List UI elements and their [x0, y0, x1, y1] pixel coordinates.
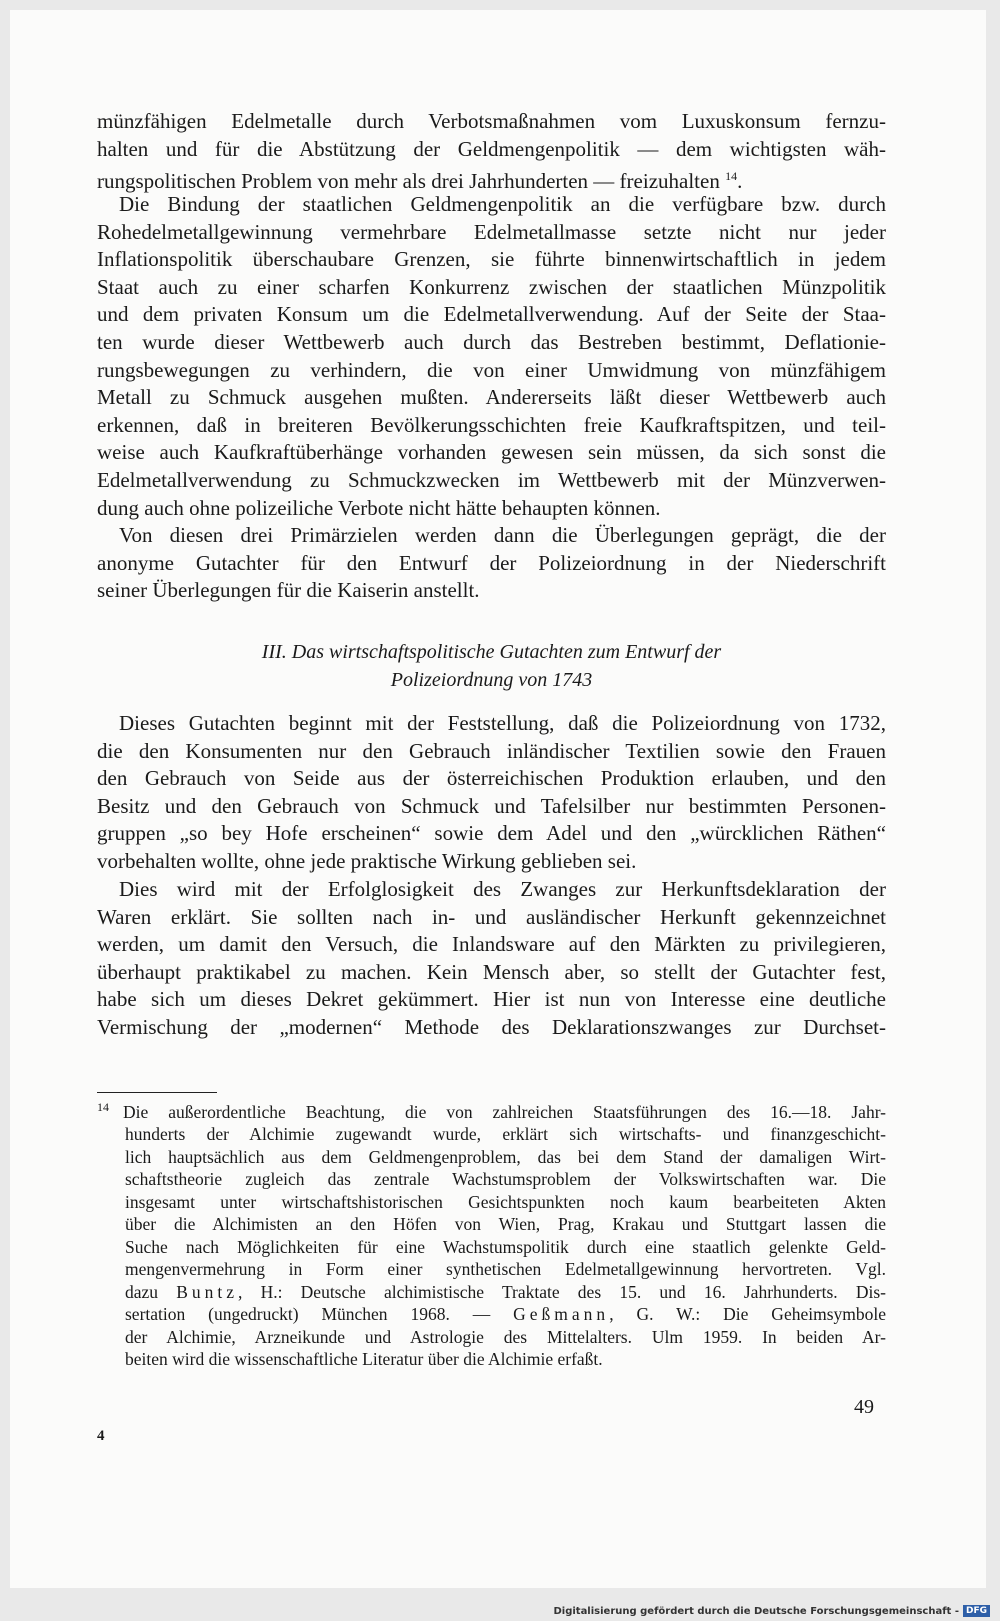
author-name: Buntz — [176, 1281, 239, 1302]
footnote-line: dazu Buntz, H.: Deutsche alchimistische Traktate des 15. und 16. Jahrhunderts. Dis- — [125, 1281, 886, 1302]
heading-line: III. Das wirtschaftspolitische Gutachten zum Entwurf der — [261, 641, 722, 663]
text-line: seiner Überlegungen für die Kaiserin anstellt. — [97, 578, 480, 603]
paragraph-4 — [97, 710, 886, 876]
text-line: dung auch ohne polizeiliche Verbote nicht hätte behaupten können. — [97, 495, 661, 520]
text-line: anonyme Gutachter für den Entwurf der Polizeiordnung in der Niederschrift — [97, 550, 886, 575]
text-line: gruppen „so bey Hofe erscheinen“ sowie dem Adel und den „würcklichen Räthen“ — [97, 821, 886, 846]
text-line: Vermischung der „modernen“ Methode des Deklarationszwanges zur Durchset- — [97, 1014, 886, 1039]
text-line: Edelmetallverwendung zu Schmuckzwecken im Wettbewerb mit der Münzverwen- — [97, 467, 886, 492]
text-line: Die Bindung der staatlichen Geldmengenpolitik an die verfügbare bzw. durch — [119, 192, 886, 216]
text-line: überhaupt praktikabel zu machen. Kein Mensch aber, so stellt der Gutachter fest, — [97, 959, 886, 984]
footnote — [97, 1096, 886, 1371]
section-heading — [97, 638, 886, 694]
text-line: Waren erklärt. Sie sollten nach in- und ausländischer Herkunft gekennzeichnet — [97, 904, 886, 929]
text-line: rungspolitischen Problem von mehr als drei Jahrhunderten — freizuhalten $^{14}$. — [97, 169, 743, 194]
paragraph-3 — [97, 522, 886, 605]
text-line: halten und für die Abstützung der Geldmengenpolitik — dem wichtigsten wäh- — [97, 136, 886, 161]
footnote-line: beiten wird die wissenschaftliche Literatur über die Alchimie erfaßt. — [125, 1349, 603, 1370]
heading-line: Polizeiordnung von 1743 — [390, 669, 593, 691]
text-line: und dem privaten Konsum um die Edelmetallverwendung. Auf der Seite der Staa- — [97, 302, 886, 327]
text-line: werden, um damit den Versuch, die Inlandsware auf den Märkten zu privilegieren, — [97, 932, 886, 957]
text-line: den Gebrauch von Seide aus der österreichischen Produktion erlauben, und den — [97, 766, 886, 791]
footnote-line: schaftstheorie zugleich das zentrale Wachstumsproblem der Volkswirtschaften war. Die — [125, 1169, 886, 1190]
text-line: Inflationspolitik überschaubare Grenzen, sie führte binnenwirtschaftlich in jedem — [97, 247, 886, 272]
paragraph-1 — [97, 108, 886, 196]
footnote-divider — [97, 1092, 217, 1093]
text-line: weise auch Kaufkraftüberhänge vorhanden gewesen sein müssen, da sich sonst die — [97, 440, 886, 465]
footnote-line: $^{14}$ Die außerordentliche Beachtung, die von zahlreichen Staatsführungen des 16.—18. Jahr- — [97, 1100, 886, 1122]
paragraph-2 — [97, 191, 886, 522]
footnote-number: 14 — [97, 1100, 109, 1114]
text-line: vorbehalten wollte, ohne jede praktische Wirkung geblieben sei. — [97, 848, 637, 873]
digitization-footer — [553, 1605, 990, 1617]
footnote-line: lich hauptsächlich aus dem Geldmengenproblem, das bei dem Stand der damaligen Wirt- — [125, 1146, 886, 1167]
footnote-line: insgesamt unter wirtschaftshistorischen Gesichtspunkten noch kaum bearbeiteten Akten — [125, 1191, 886, 1212]
text-line: habe sich um dieses Dekret gekümmert. Hier ist nun von Interesse eine deutliche — [97, 987, 886, 1012]
author-name: Geßmann — [513, 1304, 610, 1325]
signature-mark: 4 — [97, 1428, 105, 1444]
text-line: ten wurde dieser Wettbewerb auch durch das Bestreben bestimmt, Deflationie- — [97, 329, 886, 354]
text-line: rungsbewegungen zu verhindern, die von einer Umwidmung von münzfähigem — [97, 357, 886, 382]
footnote-line: hunderts der Alchimie zugewandt wurde, erklärt sich wirtschafts- und finanzgeschicht- — [125, 1124, 886, 1145]
text-line: münzfähigen Edelmetalle durch Verbotsmaßnahmen vom Luxuskonsum fernzu- — [97, 109, 886, 133]
text-line: Von diesen drei Primärzielen werden dann die Überlegungen geprägt, die der — [119, 523, 886, 547]
dfg-logo-icon: DFG — [963, 1605, 990, 1617]
footnote-reference: 14 — [725, 169, 738, 184]
footnote-line: sertation (ungedruckt) München 1968. — Geßmann, G. W.: Die Geheimsymbole — [125, 1304, 886, 1325]
text-line: Rohedelmetallgewinnung vermehrbare Edelmetallmasse setzte nicht nur jeder — [97, 219, 886, 244]
text-line: die den Konsumenten nur den Gebrauch inländischer Textilien sowie den Frauen — [97, 738, 886, 763]
footnote-line: der Alchimie, Arzneikunde und Astrologie des Mittelalters. Ulm 1959. In beiden Ar- — [125, 1326, 886, 1347]
document-page — [10, 10, 986, 1588]
footer-text: Digitalisierung gefördert durch die Deutsche Forschungsgemeinschaft - — [553, 1605, 959, 1617]
text-line: Dieses Gutachten beginnt mit der Feststellung, daß die Polizeiordnung von 1732, — [119, 711, 886, 735]
text-line: Metall zu Schmuck ausgehen mußten. Andererseits läßt dieser Wettbewerb auch — [97, 385, 886, 410]
text-line: erkennen, daß in breiteren Bevölkerungsschichten freie Kaufkraftspitzen, und teil- — [97, 412, 886, 437]
text-line: Dies wird mit der Erfolglosigkeit des Zwanges zur Herkunftsdeklaration der — [119, 877, 886, 901]
page-number: 49 — [854, 1396, 874, 1418]
footnote-line: mengenvermehrung in Form einer synthetischen Edelmetallgewinnung hervortreten. Vgl. — [125, 1259, 886, 1280]
footnote-line: Suche nach Möglichkeiten für eine Wachstumspolitik durch eine staatlich gelenkte Geld- — [125, 1236, 886, 1257]
paragraph-5 — [97, 876, 886, 1042]
footnote-line: über die Alchimisten an den Höfen von Wien, Prag, Krakau und Stuttgart lassen die — [125, 1214, 886, 1235]
text-line: Staat auch zu einer scharfen Konkurrenz zwischen der staatlichen Münzpolitik — [97, 274, 886, 299]
text-line: Besitz und den Gebrauch von Schmuck und Tafelsilber nur bestimmten Personen- — [97, 793, 886, 818]
